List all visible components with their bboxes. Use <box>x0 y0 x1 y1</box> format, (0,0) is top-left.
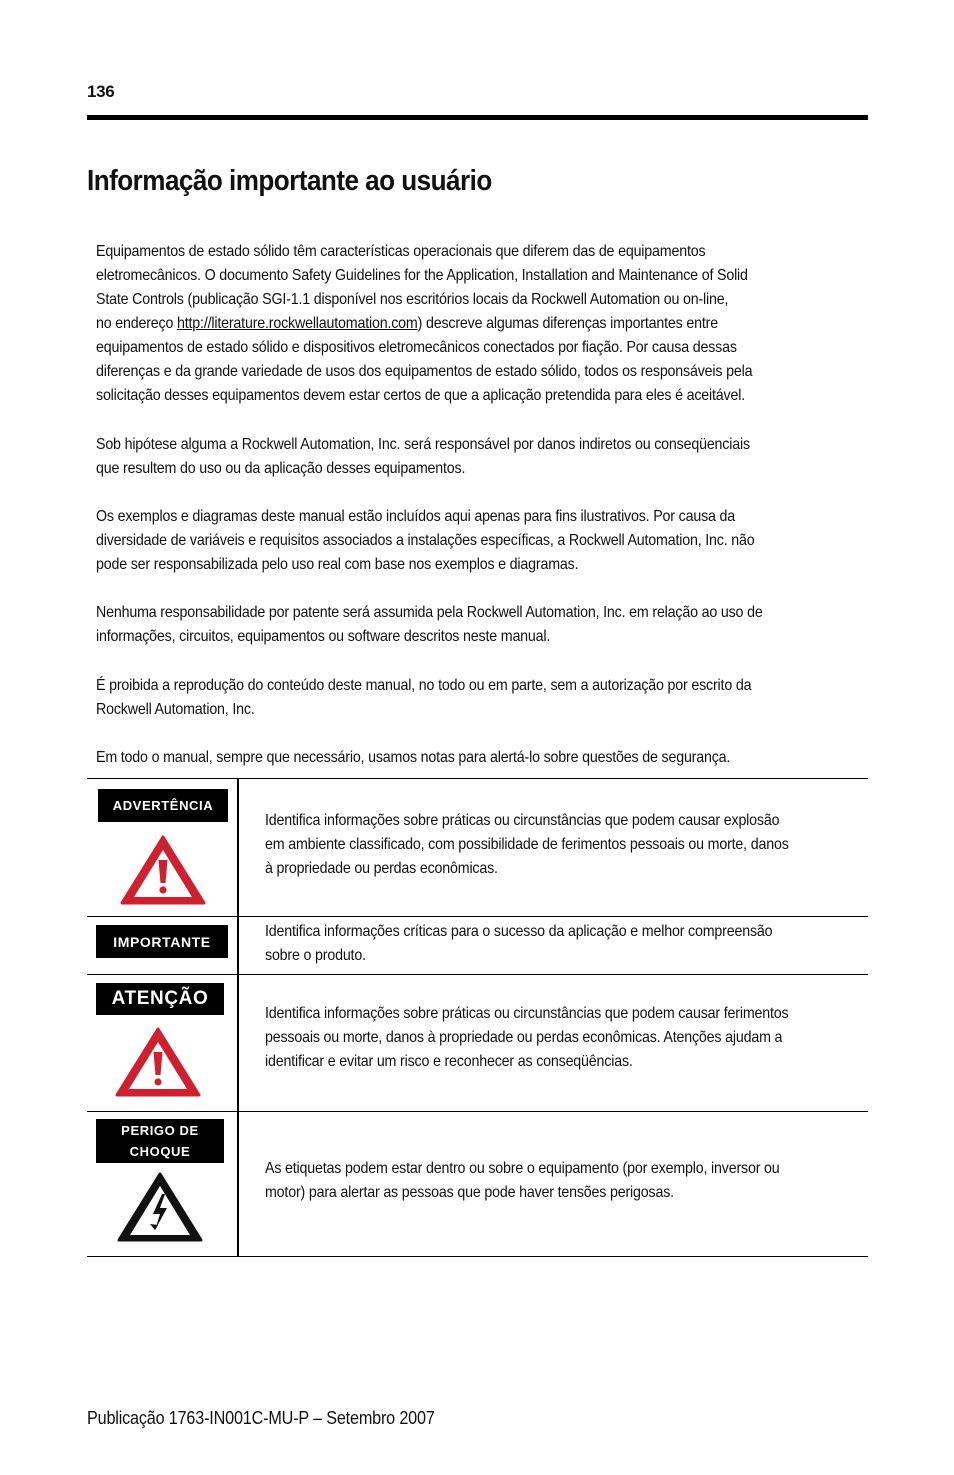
text-line: Identifica informações críticas para o sucesso da aplicação e melhor compreensão <box>265 923 773 940</box>
important-description <box>265 920 870 968</box>
text-fragment: no endereço <box>96 315 178 332</box>
text-line: solicitação desses equipamentos devem estar certos de que a aplicação pretendida para eles é aceitável. <box>96 387 745 404</box>
text-line: Nenhuma responsabilidade por patente será assumida pela Rockwell Automation, Inc. em relação ao uso de <box>96 604 763 621</box>
publication-footer: Publicação 1763-IN001C-MU-P – Setembro 2007 <box>87 1408 435 1428</box>
text-line: eletromecânicos. O documento Safety Guidelines for the Application, Installation and Maintenance of Solid <box>96 267 748 284</box>
text-line: identificar e evitar um risco e reconhecer as conseqüências. <box>265 1053 633 1070</box>
text-line: em ambiente classificado, com possibilidade de ferimentos pessoais ou morte, danos <box>265 836 789 853</box>
text-line <box>96 312 861 336</box>
header-rule <box>87 115 868 120</box>
badge-label-line: PERIGO DE <box>121 1123 199 1138</box>
warning-triangle-icon <box>118 833 208 911</box>
paragraph-3 <box>96 505 861 577</box>
text-line: pode ser responsabilizada pelo uso real com base nos exemplos e diagramas. <box>96 556 579 573</box>
shock-hazard-description <box>265 1157 870 1205</box>
literature-link[interactable]: http://literature.rockwellautomation.com <box>177 315 418 332</box>
important-badge: IMPORTANTE <box>96 925 228 958</box>
text-line: que resultem do uso ou da aplicação desses equipamentos. <box>96 460 466 477</box>
column-divider <box>237 917 239 974</box>
shock-hazard-badge <box>96 1119 224 1163</box>
text-line: informações, circuitos, equipamentos ou software descritos neste manual. <box>96 628 551 645</box>
attention-badge: ATENÇÃO <box>96 983 224 1015</box>
text-fragment: ) descreve algumas diferenças importantes entre <box>417 315 718 332</box>
text-line: Equipamentos de estado sólido têm características operacionais que diferem das de equipamentos <box>96 243 706 260</box>
column-divider <box>237 975 239 1111</box>
text-line: Em todo o manual, sempre que necessário, usamos notas para alertá-lo sobre questões de segurança. <box>96 749 731 766</box>
notice-row-attention <box>87 975 868 1112</box>
safety-notice-table <box>87 778 868 1257</box>
paragraph-4 <box>96 601 861 649</box>
text-line: É proibida a reprodução do conteúdo deste manual, no todo ou em parte, sem a autorização por escrito da <box>96 677 752 694</box>
text-line: pessoais ou morte, danos à propriedade ou perdas econômicas. Atenções ajudam a <box>265 1029 783 1046</box>
text-line: Os exemplos e diagramas deste manual estão incluídos aqui apenas para fins ilustrativos. Por causa da <box>96 508 736 525</box>
page-number: 136 <box>87 82 115 101</box>
warning-triangle-icon <box>113 1025 203 1103</box>
notice-row-shock-hazard <box>87 1112 868 1256</box>
text-line: à propriedade ou perdas econômicas. <box>265 860 498 877</box>
page-title: Informação importante ao usuário <box>87 165 492 197</box>
text-line: diversidade de variáveis e requisitos associados a instalações específicas, a Rockwell Automation, Inc. não <box>96 532 755 549</box>
paragraph-1 <box>96 240 861 408</box>
column-divider <box>237 779 239 916</box>
text-line: Sob hipótese alguma a Rockwell Automation, Inc. será responsável por danos indiretos ou conseqüenciais <box>96 436 750 453</box>
text-line: Identifica informações sobre práticas ou circunstâncias que podem causar explosão <box>265 812 780 829</box>
paragraph-6 <box>96 746 861 770</box>
paragraph-2 <box>96 433 861 481</box>
text-line: equipamentos de estado sólido e dispositivos eletromecânicos conectados por fiação. Por causa dessas <box>96 339 737 356</box>
text-line: Rockwell Automation, Inc. <box>96 701 255 718</box>
notice-row-important <box>87 917 868 975</box>
text-line: Identifica informações sobre práticas ou circunstâncias que podem causar ferimentos <box>265 1005 789 1022</box>
badge-label-line: CHOQUE <box>129 1144 191 1159</box>
column-divider <box>237 1112 239 1256</box>
attention-description <box>265 1002 870 1074</box>
notice-row-warning <box>87 779 868 917</box>
warning-badge: ADVERTÊNCIA <box>98 789 228 822</box>
text-line: motor) para alertar as pessoas que pode haver tensões perigosas. <box>265 1184 674 1201</box>
shock-hazard-icon <box>115 1170 205 1249</box>
paragraph-5 <box>96 674 861 722</box>
text-line: sobre o produto. <box>265 947 366 964</box>
text-line: State Controls (publicação SGI-1.1 disponível nos escritórios locais da Rockwell Automation ou on-line, <box>96 291 729 308</box>
text-line: diferenças e da grande variedade de usos dos equipamentos de estado sólido, todos os responsáveis pela <box>96 363 753 380</box>
text-line: As etiquetas podem estar dentro ou sobre o equipamento (por exemplo, inversor ou <box>265 1160 780 1177</box>
warning-description <box>265 809 870 881</box>
